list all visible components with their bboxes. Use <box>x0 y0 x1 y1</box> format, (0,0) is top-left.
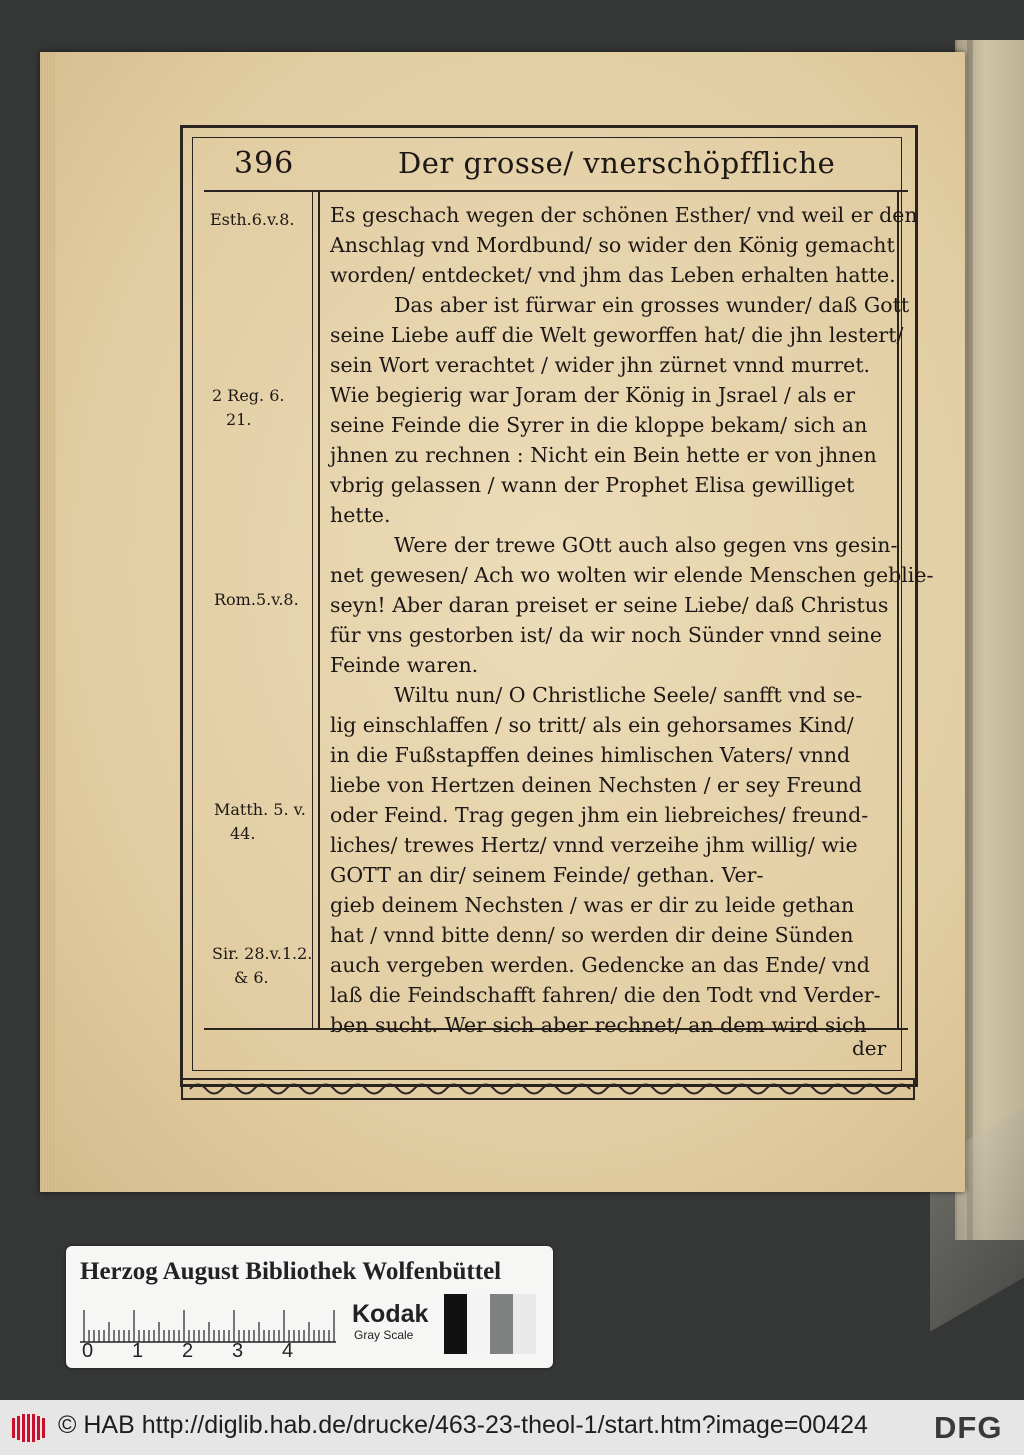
dfg-logo: DFG <box>934 1410 1003 1445</box>
ruler-number: 0 <box>82 1340 94 1362</box>
page-edge <box>40 52 56 1192</box>
text-line: Feinde waren. <box>330 653 479 677</box>
text-line: liches/ trewes Hertz/ vnnd verzeihe jhm willig/ wie <box>330 833 858 857</box>
text-line: seyn! Aber daran preiset er seine Liebe/ daß Christus <box>330 593 889 617</box>
sidenote: Sir. 28.v.1.2. <box>212 944 313 963</box>
sidenote: & 6. <box>234 968 269 987</box>
catchword: der <box>852 1036 887 1060</box>
ornament-border <box>180 1076 916 1102</box>
gray-scale-patches <box>444 1294 536 1354</box>
ruler-number: 4 <box>282 1340 294 1362</box>
sidenote: 21. <box>226 410 252 429</box>
text-line: vbrig gelassen / wann der Prophet Elisa gewilliget <box>330 473 855 497</box>
sidenote: 2 Reg. 6. <box>212 386 285 405</box>
ruler-number: 3 <box>232 1340 244 1362</box>
text-line: Das aber ist fürwar ein grosses wunder/ daß Gott <box>394 293 910 317</box>
gray-scale-caption: Gray Scale <box>354 1328 414 1342</box>
text-line: lig einschlaffen / so tritt/ als ein gehorsames Kind/ <box>330 713 854 737</box>
sidenote: Rom.5.v.8. <box>214 590 299 609</box>
text-line: hette. <box>330 503 391 527</box>
text-line: Wiltu nun/ O Christliche Seele/ sanfft vnd se- <box>394 683 863 707</box>
running-head: Der grosse/ vnerschöpffliche <box>398 146 836 180</box>
margin-rule-thin <box>312 192 313 1030</box>
text-line: Anschlag vnd Mordbund/ so wider den König gemacht <box>330 233 895 257</box>
text-line: für vns gestorben ist/ da wir noch Sünder vnnd seine <box>330 623 883 647</box>
kodak-logo: Kodak <box>352 1300 429 1328</box>
text-line: in die Fußstapffen deines himlischen Vaters/ vnnd <box>330 743 851 767</box>
text-line: auch vergeben werden. Gedencke an das Ende/ vnd <box>330 953 870 977</box>
gray-patch-mid <box>490 1294 513 1354</box>
gray-patch-white-gap <box>467 1294 490 1354</box>
next-page-edge <box>955 40 1024 1240</box>
page-number: 396 <box>234 146 295 181</box>
hab-logo-icon <box>12 1414 46 1442</box>
text-line: gieb deinem Nechsten / was er dir zu leide gethan <box>330 893 855 917</box>
scale-ruler <box>80 1302 340 1354</box>
sidenote: Matth. 5. v. <box>214 800 306 819</box>
footer-url-text: © HAB http://diglib.hab.de/drucke/463-23-theol-1/start.htm?image=00424 <box>58 1411 868 1439</box>
text-line: ben sucht. Wer sich aber rechnet/ an dem wird sich <box>330 1013 867 1037</box>
text-line: worden/ entdecket/ vnd jhm das Leben erhalten hatte. <box>330 263 896 287</box>
sidenote: Esth.6.v.8. <box>210 210 295 229</box>
ruler-number: 1 <box>132 1340 144 1362</box>
text-line: laß die Feindschafft fahren/ die den Todt vnd Verder- <box>330 983 881 1007</box>
text-line: seine Feinde die Syrer in die kloppe bekam/ sich an <box>330 413 868 437</box>
archive-label-card <box>66 1246 553 1368</box>
text-line: liebe von Hertzen deinen Nechsten / er sey Freund <box>330 773 862 797</box>
text-line: GOTT an dir/ seinem Feinde/ gethan. Ver- <box>330 863 764 887</box>
text-line: jhnen zu rechnen : Nicht ein Bein hette er von jhnen <box>330 443 877 467</box>
text-line: Were der trewe GOtt auch also gegen vns gesin- <box>394 533 898 557</box>
ruler-number: 2 <box>182 1340 194 1362</box>
text-line: sein Wort verachtet / wider jhn zürnet vnnd murret. <box>330 353 871 377</box>
gray-patch-black <box>444 1294 467 1354</box>
text-line: Wie begierig war Joram der König in Jsrael / als er <box>330 383 856 407</box>
text-line: oder Feind. Trag gegen jhm ein liebreiches/ freund- <box>330 803 869 827</box>
footer-bar <box>0 1400 1024 1455</box>
text-line: seine Liebe auff die Welt geworffen hat/ die jhn lestert/ <box>330 323 904 347</box>
text-line: Es geschach wegen der schönen Esther/ vnd weil er den <box>330 203 918 227</box>
margin-rule <box>318 192 320 1030</box>
text-line: net gewesen/ Ach wo wolten wir elende Menschen geblie- <box>330 563 934 587</box>
library-name: Herzog August Bibliothek Wolfenbüttel <box>80 1258 502 1285</box>
header-rule <box>204 190 908 192</box>
sidenote: 44. <box>230 824 256 843</box>
gray-patch-light <box>513 1294 536 1354</box>
text-line: hat / vnnd bitte denn/ so werden dir deine Sünden <box>330 923 854 947</box>
body-text <box>330 200 934 1040</box>
